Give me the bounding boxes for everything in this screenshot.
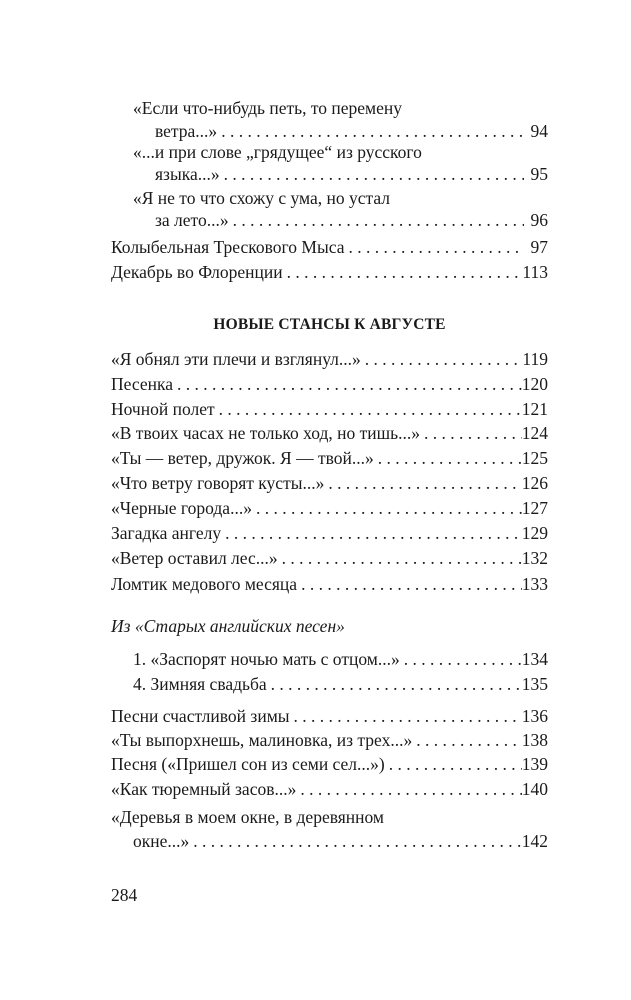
dot-leader xyxy=(297,572,522,596)
entry-page: 133 xyxy=(521,574,548,594)
entry-title: Песенка xyxy=(111,374,173,394)
entry-page: 113 xyxy=(522,262,548,282)
toc-line xyxy=(133,140,548,164)
toc-line xyxy=(111,260,548,284)
entry-title: 1. «Заспорят ночью мать с отцом...» xyxy=(133,649,400,669)
dot-leader xyxy=(374,446,522,470)
toc-line xyxy=(111,421,548,445)
entry-title: «Ветер оставил лес...» xyxy=(111,548,278,568)
entry-title: «Я обнял эти плечи и взглянул...» xyxy=(111,349,361,369)
toc-line xyxy=(111,347,548,371)
dot-leader xyxy=(420,421,522,445)
entry-title: Песни счастливой зимы xyxy=(111,706,290,726)
entry-page: 140 xyxy=(521,779,548,799)
entry-title: «Я не то что схожу с ума, но устал xyxy=(133,188,390,208)
toc-line xyxy=(111,446,548,470)
entry-page: 139 xyxy=(521,754,548,774)
dot-leader xyxy=(344,235,524,259)
entry-page: 126 xyxy=(521,473,548,493)
dot-leader xyxy=(252,496,522,520)
toc-line xyxy=(111,777,548,801)
entry-title: «Что ветру говорят кусты...» xyxy=(111,473,325,493)
entry-page: 138 xyxy=(521,730,548,750)
dot-leader xyxy=(324,471,521,495)
toc-line xyxy=(111,546,548,570)
dot-leader xyxy=(290,704,522,728)
entry-title: «Ты выпорхнешь, малиновка, из трех...» xyxy=(111,730,413,750)
toc-line xyxy=(111,805,548,829)
entry-page: 96 xyxy=(530,210,548,230)
entry-page: 119 xyxy=(522,349,548,369)
dot-leader xyxy=(267,672,522,696)
toc-line xyxy=(133,96,548,120)
entry-title: языка...» xyxy=(155,164,220,184)
dot-leader xyxy=(173,372,522,396)
cycle-title: Из «Старых английских песен» xyxy=(111,616,345,636)
toc-line xyxy=(133,186,548,210)
toc-line xyxy=(111,235,548,259)
entry-title: «Если что-нибудь петь, то перемену xyxy=(133,98,403,118)
dot-leader xyxy=(220,162,524,186)
entry-page: 129 xyxy=(521,523,548,543)
toc-line xyxy=(133,647,548,671)
dot-leader xyxy=(385,752,522,776)
entry-title: «Ты — ветер, дружок. Я — твой...» xyxy=(111,448,374,468)
toc-line xyxy=(155,208,548,232)
dot-leader xyxy=(221,521,522,545)
entry-page: 94 xyxy=(530,121,548,141)
toc-line xyxy=(111,572,548,596)
dot-leader xyxy=(189,829,521,853)
entry-page: 124 xyxy=(521,423,548,443)
entry-page: 120 xyxy=(521,374,548,394)
dot-leader xyxy=(412,728,522,752)
entry-title: «Как тюремный засов...» xyxy=(111,779,297,799)
toc-line xyxy=(155,162,548,186)
dot-leader xyxy=(296,777,521,801)
toc-line xyxy=(111,372,548,396)
dot-leader xyxy=(229,208,524,232)
entry-title: за лето...» xyxy=(155,210,229,230)
dot-leader xyxy=(215,397,522,421)
entry-page: 132 xyxy=(521,548,548,568)
entry-page: 142 xyxy=(521,831,548,851)
page-number: 284 xyxy=(111,885,138,905)
entry-page: 127 xyxy=(521,498,548,518)
toc-line xyxy=(111,704,548,728)
entry-title: «...и при слове „грядущее“ из русского xyxy=(133,142,422,162)
entry-page: 121 xyxy=(521,399,548,419)
entry-page: 136 xyxy=(521,706,548,726)
entry-title: «Деревья в моем окне, в деревянном xyxy=(111,807,385,827)
section-heading: НОВЫЕ СТАНСЫ К АВГУСТЕ xyxy=(213,316,446,333)
entry-page: 125 xyxy=(521,448,548,468)
entry-title: «В твоих часах не только ход, но тишь...» xyxy=(111,423,420,443)
entry-page: 95 xyxy=(530,164,548,184)
toc-line xyxy=(111,752,548,776)
toc-line xyxy=(111,728,548,752)
entry-title: окне...» xyxy=(133,831,190,851)
toc-line xyxy=(133,829,548,853)
entry-title: 4. Зимняя свадьба xyxy=(133,674,267,694)
entry-title: Песня («Пришел сон из семи сел...») xyxy=(111,754,385,774)
entry-title: Декабрь во Флоренции xyxy=(111,262,283,282)
toc-line xyxy=(133,672,548,696)
entry-title: Колыбельная Трескового Мыса xyxy=(111,237,345,257)
entry-title: ветра...» xyxy=(155,121,218,141)
entry-title: «Черные города...» xyxy=(111,498,252,518)
dot-leader xyxy=(400,647,522,671)
dot-leader xyxy=(278,546,522,570)
entry-title: Ломтик медового месяца xyxy=(111,574,298,594)
toc-line xyxy=(111,521,548,545)
entry-title: Загадка ангелу xyxy=(111,523,222,543)
dot-leader xyxy=(283,260,523,284)
toc-line xyxy=(111,471,548,495)
toc-line xyxy=(111,496,548,520)
entry-page: 135 xyxy=(521,674,548,694)
dot-leader xyxy=(361,347,523,371)
entry-page: 97 xyxy=(530,237,548,257)
entry-title: Ночной полет xyxy=(111,399,215,419)
entry-page: 134 xyxy=(521,649,548,669)
toc-line xyxy=(111,397,548,421)
